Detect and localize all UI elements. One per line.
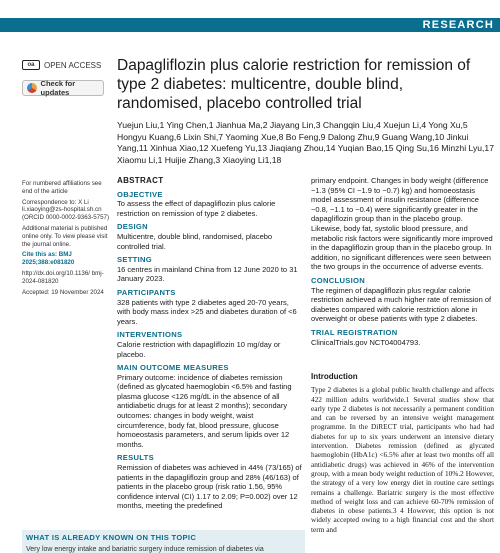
- introduction-text: Type 2 diabetes is a global public health challenge and affects 422 million adults worldwide.1 Several studies show that early type 2 diabetes is not necessarily a permanent condition and can be reversed by an intensive weight management programme. In the DiRECT trial, participants who had had diabetes for up to six years underwent an intensive dietary intervention. Diabetes remission (defined as glycated haemoglobin (HbA1c) <6.5% after at least two months off all antidiabetic drugs) was achieved in 46% of the intervention group, with a mean body weight reduction of 10%.2 However, the strategy of a very low energy diet in routine care settings remains a challenge. Bariatric surgery is the most effective method of weight loss and can achieve 60-70% remission of diabetes in obese patients.3 4 However, this option is not widely accepted owing to a high financial cost and the short term and: [311, 385, 494, 534]
- abstract-heading: ABSTRACT: [117, 176, 164, 185]
- correspondence: Correspondence to: X Li li.xiaoying@zs-hospital.sh.cn (ORCID 0000-0002-9363-5757): [22, 198, 110, 222]
- setting-text: 16 centres in mainland China from 12 June 2020 to 31 January 2023.: [117, 264, 298, 284]
- known-text: Very low energy intake and bariatric surgery induce remission of diabetes via: [26, 546, 264, 553]
- trial-heading: TRIAL REGISTRATION: [311, 327, 398, 337]
- outcomes-heading: MAIN OUTCOME MEASURES: [117, 363, 229, 373]
- article-title: Dapagliflozin plus calorie restriction for remission of type 2 diabetes: multicentre, double blind, randomised, placebo controlled trial: [117, 57, 471, 112]
- additional-material: Additional material is published online only. To view please visit the journal online.: [22, 224, 108, 248]
- author-list: Yuejun Liu,1 Ying Chen,1 Jianhua Ma,2 Jiayang Lin,3 Changqin Liu,4 Xuejun Li,4 Yong Xu,5 Hongyu Kuang,6 Lixin Shi,7 Yaoming Xue,8 Bo Feng,9 Dalong Zhu,9 Guang Wang,10 Jinkui Yang,11 Xinhua Xiao,12 Xuefeng Yu,13 Jiaqiang Zhou,14 Yuqian Bao,15 Qing Su,16 Minzhi Lyu,17 Xiaomu Li,1 Huijie Zhang,3 Xiaoying Li1,18: [117, 120, 494, 165]
- results-heading: RESULTS: [117, 453, 154, 463]
- doi-link[interactable]: http://dx.doi.org/10.1136/ bmj-2024-081820: [22, 269, 104, 285]
- known-title: WHAT IS ALREADY KNOWN ON THIS TOPIC: [26, 533, 197, 542]
- cite-link[interactable]: Cite this as: BMJ 2025;388:e081820: [22, 251, 75, 267]
- check-updates-label: Check for updates: [40, 79, 76, 97]
- objective-heading: OBJECTIVE: [117, 189, 163, 199]
- introduction-section: [311, 372, 494, 534]
- article-sidebar: [22, 180, 110, 299]
- abstract-column: [117, 176, 302, 511]
- open-access-badge: [22, 60, 101, 70]
- design-text: Multicentre, double blind, randomised, placebo controlled trial.: [117, 231, 273, 251]
- conclusion-text: The regimen of dapagliflozin plus regular calorie restriction achieved a much higher rate of remission of diabetes compared with calorie restriction alone in overweight or obese patients with type 2 diabetes.: [311, 285, 492, 324]
- results-text: Remission of diabetes was achieved in 44% (73/165) of patients in the dapagliflozin group and 28% (46/163) of patients in the placebo group (risk ratio 1.56, 95% confidence interval (CI) 1.17 to 2.09; P=0.002) over 12 months, meeting the predefined: [117, 463, 302, 511]
- participants-text: 328 patients with type 2 diabetes aged 20-70 years, with body mass index >25 and diabetes duration of <6 years.: [117, 297, 297, 326]
- outcomes-text: Primary outcome: incidence of diabetes remission (defined as glycated haemoglobin <6.5% and fasting plasma glucose <126 mg/dL in the absence of all antidiabetic drugs for at least 2 months); secondary outcomes: changes in body weight, waist circumference, body fat, blood pressure, glucose homoeostasis parameters, and serum lipids over 12 months.: [117, 372, 292, 449]
- interventions-text: Calorie restriction with dapagliflozin 10 mg/day or placebo.: [117, 339, 281, 359]
- design-heading: DESIGN: [117, 222, 148, 232]
- interventions-heading: INTERVENTIONS: [117, 330, 183, 340]
- open-access-label: OPEN ACCESS: [44, 60, 102, 70]
- check-updates-button[interactable]: [22, 80, 104, 96]
- affiliations-note: For numbered affiliations see end of the article: [22, 180, 102, 195]
- accepted-date: Accepted: 19 November 2024: [22, 288, 104, 296]
- participants-heading: PARTICIPANTS: [117, 287, 176, 297]
- setting-heading: SETTING: [117, 255, 153, 265]
- section-label: RESEARCH: [422, 19, 494, 31]
- abstract-column-2: [311, 176, 494, 347]
- objective-text: To assess the effect of dapagliflozin plus calorie restriction on remission of type 2 diabetes.: [117, 199, 276, 218]
- trial-text: ClinicalTrials.gov NCT04004793.: [311, 337, 421, 347]
- open-access-icon: oa: [22, 60, 40, 70]
- crossmark-icon: [27, 83, 37, 93]
- introduction-heading: Introduction: [311, 372, 358, 381]
- results-continued: primary endpoint. Changes in body weight (difference −1.3 (95% CI −1.9 to −0.7) kg) and homoeostasis model assessment of insulin resistance (difference −0.8, −1.1 to −0.4) were significantly greater in the dapagliflozin group than in the placebo group. Likewise, body fat, systolic blood pressure, and metabolic risk factors were significantly more improved in the dapagliflozin group than in the placebo group. In addition, no significant differences were seen between the two groups in the occurrence of adverse events.: [311, 176, 493, 272]
- conclusion-heading: CONCLUSION: [311, 275, 366, 285]
